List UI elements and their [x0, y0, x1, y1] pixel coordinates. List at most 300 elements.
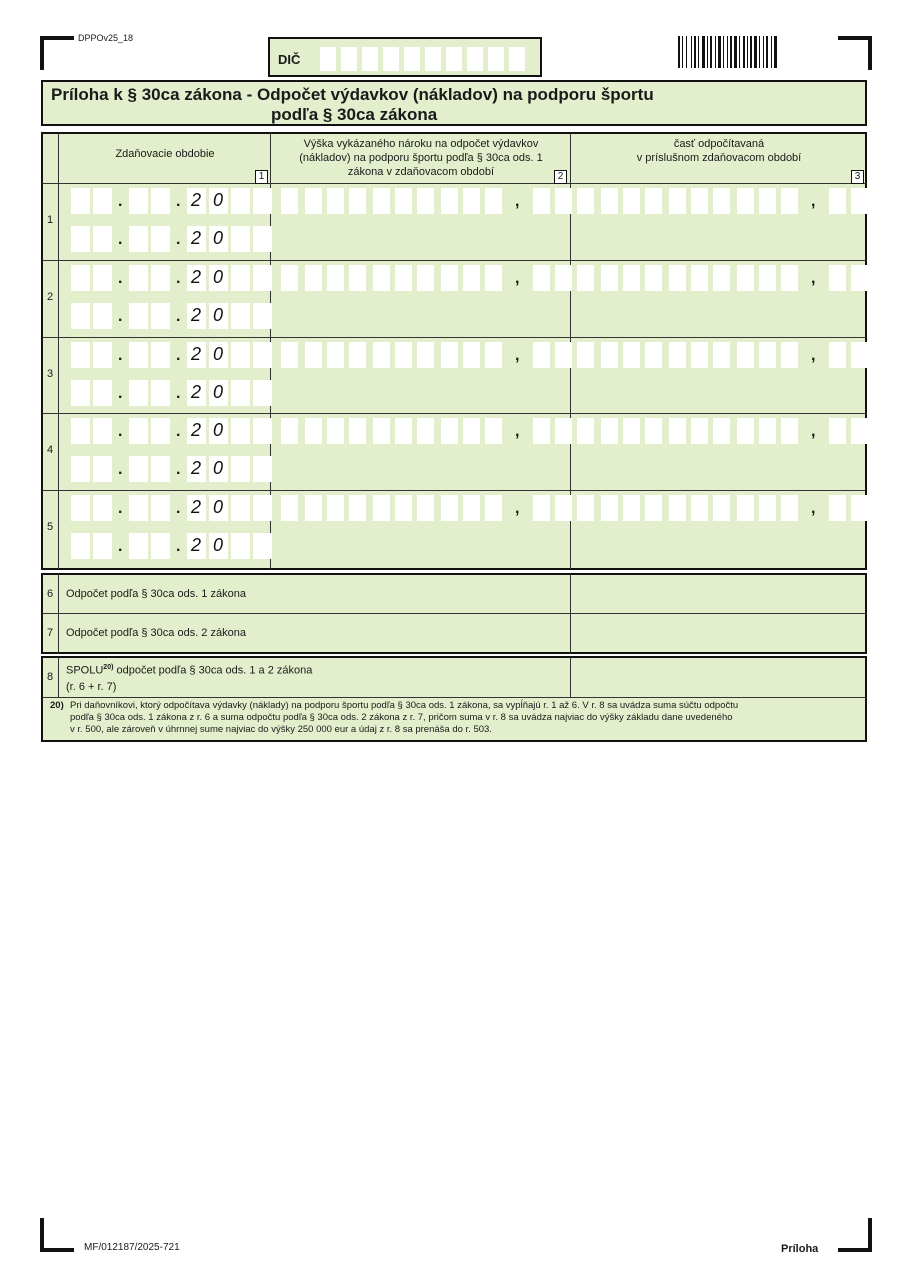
row2-claim-digit-cell[interactable]	[305, 265, 322, 291]
row1-period-from-year-cell[interactable]	[253, 188, 272, 214]
col3-number: 3	[851, 170, 864, 184]
dic-digit-cell[interactable]	[509, 47, 525, 71]
row1-period-to-year-cell[interactable]	[253, 226, 272, 252]
year-prefix-digit: 0	[212, 344, 223, 364]
year-prefix-digit: 0	[212, 535, 223, 555]
row4-claim-digit-cell[interactable]	[441, 418, 458, 444]
row1-claim-digit-cell[interactable]	[349, 188, 366, 214]
row4-deducted-decimal-comma: ,	[811, 423, 816, 440]
row5-deducted-decimal-cell[interactable]	[829, 495, 846, 521]
row3-period-to-day-cell[interactable]	[93, 380, 112, 406]
row2-deducted-digit-cell[interactable]	[737, 265, 754, 291]
row3-deducted-digit-cell[interactable]	[781, 342, 798, 368]
row4-claim-digit-cell[interactable]	[373, 418, 390, 444]
barcode-bar	[743, 36, 745, 68]
row2-deducted-digit-cell[interactable]	[577, 265, 594, 291]
row3-claim-digit-cell[interactable]	[349, 342, 366, 368]
row2-period-to-year-cell[interactable]	[253, 303, 272, 329]
row4-claim-digit-cell[interactable]	[305, 418, 322, 444]
row2-claim-digit-cell[interactable]	[327, 265, 344, 291]
row1-deducted-digit-cell[interactable]	[759, 188, 776, 214]
year-prefix-digit: 2	[190, 458, 201, 478]
row2-deducted-decimal-cell[interactable]	[851, 265, 868, 291]
barcode-bar	[734, 36, 737, 68]
row4-period-from-date-dot: .	[176, 423, 181, 440]
row4-deducted-digit-cell[interactable]	[645, 418, 662, 444]
row4-deducted-digit-cell[interactable]	[713, 418, 730, 444]
row2-claim-decimal-cell[interactable]	[555, 265, 572, 291]
col3-header-line2: v príslušnom zdaňovacom období	[636, 152, 802, 164]
row1-period-from-year-cell	[187, 188, 206, 214]
row5-claim-digit-cell[interactable]	[463, 495, 480, 521]
row4-deducted-digit-cell[interactable]	[623, 418, 640, 444]
row5-period-from-date-dot: .	[176, 500, 181, 517]
row3-deducted-digit-cell[interactable]	[645, 342, 662, 368]
row3-deducted-decimal-cell[interactable]	[829, 342, 846, 368]
row4-deducted-decimal-cell[interactable]	[829, 418, 846, 444]
row5-deducted-digit-cell[interactable]	[781, 495, 798, 521]
row8-label-line2: (r. 6 + r. 7)	[66, 681, 117, 693]
row8-label: SPOLU$^{20)}$ odpočet podľa § 30ca ods. 1 a 2 zákona	[66, 664, 313, 677]
row5-period-from-date-dot: .	[118, 500, 123, 517]
row1-claim-digit-cell[interactable]	[463, 188, 480, 214]
row5-claim-digit-cell[interactable]	[281, 495, 298, 521]
year-prefix-digit: 2	[190, 305, 201, 325]
barcode-bar	[678, 36, 680, 68]
barcode-bar	[763, 36, 764, 68]
row3-claim-digit-cell[interactable]	[281, 342, 298, 368]
row5-claim-digit-cell[interactable]	[327, 495, 344, 521]
row1-period-from-date-dot: .	[176, 193, 181, 210]
row3-period-from-day-cell[interactable]	[93, 342, 112, 368]
row4-deducted-digit-cell[interactable]	[691, 418, 708, 444]
row1-deducted-digit-cell[interactable]	[737, 188, 754, 214]
row5-deducted-digit-cell[interactable]	[669, 495, 686, 521]
row4-claim-digit-cell[interactable]	[327, 418, 344, 444]
year-prefix-digit: 0	[212, 190, 223, 210]
row1-claim-digit-cell[interactable]	[373, 188, 390, 214]
year-prefix-digit: 2	[190, 420, 201, 440]
year-prefix-digit: 0	[212, 420, 223, 440]
year-prefix-digit: 2	[190, 228, 201, 248]
row3-claim-decimal-cell[interactable]	[555, 342, 572, 368]
row1-claim-digit-cell[interactable]	[417, 188, 434, 214]
row2-period-to-month-cell[interactable]	[129, 303, 148, 329]
row5-period-to-date-dot: .	[176, 538, 181, 555]
row1-deducted-digit-cell[interactable]	[577, 188, 594, 214]
row1-number: 1	[46, 214, 54, 226]
form-code: DPPOv25_18	[78, 33, 134, 43]
barcode-bar	[771, 36, 772, 68]
row5-period-from-year-cell	[187, 495, 206, 521]
row4-deducted-decimal-cell[interactable]	[851, 418, 868, 444]
row5-claim-digit-cell[interactable]	[417, 495, 434, 521]
row3-claim-decimal-comma: ,	[515, 347, 520, 364]
barcode-bar	[686, 36, 687, 68]
row5-deducted-digit-cell[interactable]	[645, 495, 662, 521]
row5-deducted-decimal-cell[interactable]	[851, 495, 868, 521]
col3-header-line1: časť odpočítavaná	[673, 138, 765, 150]
row2-deducted-digit-cell[interactable]	[601, 265, 618, 291]
row4-period-from-year-cell	[209, 418, 228, 444]
page-title: Príloha k § 30ca zákona - Odpočet výdavkov (nákladov) na podporu športu	[51, 85, 654, 104]
row7-number: 7	[46, 627, 54, 639]
row5-period-to-month-cell[interactable]	[151, 533, 170, 559]
row2-period-to-month-cell[interactable]	[151, 303, 170, 329]
row5-deducted-decimal-comma: ,	[811, 500, 816, 517]
barcode	[678, 36, 812, 68]
row4-period-to-month-cell[interactable]	[129, 456, 148, 482]
row3-claim-decimal-cell[interactable]	[533, 342, 550, 368]
footer-label: Príloha	[781, 1243, 819, 1255]
row2-number: 2	[46, 291, 54, 303]
corner-mark-bottom-right	[838, 1218, 872, 1252]
row1-claim-decimal-cell[interactable]	[555, 188, 572, 214]
row4-claim-digit-cell[interactable]	[281, 418, 298, 444]
row3-period-from-date-dot: .	[118, 347, 123, 364]
year-prefix-digit: 0	[212, 228, 223, 248]
row3-claim-digit-cell[interactable]	[373, 342, 390, 368]
row5-period-from-year-cell[interactable]	[231, 495, 250, 521]
page-title-line2: podľa § 30ca zákona	[271, 105, 438, 124]
row1-claim-digit-cell[interactable]	[281, 188, 298, 214]
footer-reference: MF/012187/2025-721	[84, 1242, 180, 1253]
row2-claim-decimal-cell[interactable]	[533, 265, 550, 291]
row1-deducted-digit-cell[interactable]	[601, 188, 618, 214]
year-prefix-digit: 0	[212, 305, 223, 325]
row1-claim-decimal-comma: ,	[515, 193, 520, 210]
row3-claim-digit-cell[interactable]	[417, 342, 434, 368]
barcode-bar	[694, 36, 696, 68]
year-prefix-digit: 0	[212, 382, 223, 402]
footnote-line3: v r. 500, ale zároveň v úhrnnej sume najviac do výšky 250 000 eur a údaj z r. 8 sa prenáša do r. 503.	[70, 724, 492, 735]
year-prefix-digit: 0	[212, 267, 223, 287]
row2-period-to-day-cell[interactable]	[71, 303, 90, 329]
barcode-bar	[702, 36, 705, 68]
row4-claim-digit-cell[interactable]	[349, 418, 366, 444]
row5-period-from-month-cell[interactable]	[151, 495, 170, 521]
row1-claim-digit-cell[interactable]	[441, 188, 458, 214]
row3-period-to-year-cell[interactable]	[231, 380, 250, 406]
row5-period-to-day-cell[interactable]	[71, 533, 90, 559]
row1-deducted-decimal-comma: ,	[811, 193, 816, 210]
dic-digit-cell[interactable]	[425, 47, 441, 71]
row3-claim-digit-cell[interactable]	[485, 342, 502, 368]
row3-period-from-day-cell[interactable]	[71, 342, 90, 368]
row5-deducted-digit-cell[interactable]	[623, 495, 640, 521]
barcode-bar	[691, 36, 692, 68]
row1-claim-digit-cell[interactable]	[395, 188, 412, 214]
dic-digit-cell[interactable]	[383, 47, 399, 71]
row2-deducted-digit-cell[interactable]	[713, 265, 730, 291]
row2-deducted-digit-cell[interactable]	[781, 265, 798, 291]
row3-deducted-digit-cell[interactable]	[577, 342, 594, 368]
row1-period-from-month-cell[interactable]	[151, 188, 170, 214]
row1-deducted-decimal-cell[interactable]	[829, 188, 846, 214]
row8-footnote-ref: 20)	[103, 664, 114, 671]
dic-box	[268, 37, 542, 77]
row5-period-to-day-cell[interactable]	[93, 533, 112, 559]
row4-claim-decimal-cell[interactable]	[533, 418, 550, 444]
row3-period-from-year-cell	[187, 342, 206, 368]
row1-period-from-day-cell[interactable]	[71, 188, 90, 214]
row1-deducted-digit-cell[interactable]	[669, 188, 686, 214]
row3-deducted-digit-cell[interactable]	[737, 342, 754, 368]
row5-claim-digit-cell[interactable]	[441, 495, 458, 521]
footnote-line2: podľa § 30ca ods. 1 zákona z r. 6 a suma odpočtu podľa § 30ca ods. 2 zákona z r. 7, pričom suma v r. 8 sa uvádza najviac do výšky základu dane uvedeného	[70, 712, 733, 723]
barcode-bar	[759, 36, 760, 68]
year-prefix-digit: 2	[190, 344, 201, 364]
row5-claim-digit-cell[interactable]	[395, 495, 412, 521]
row1-deducted-digit-cell[interactable]	[623, 188, 640, 214]
row5-period-to-year-cell	[187, 533, 206, 559]
row4-claim-digit-cell[interactable]	[463, 418, 480, 444]
year-prefix-digit: 2	[190, 190, 201, 210]
barcode-bar	[750, 36, 752, 68]
row2-period-from-year-cell	[187, 265, 206, 291]
row4-claim-digit-cell[interactable]	[485, 418, 502, 444]
row2-period-to-year-cell	[187, 303, 206, 329]
row4-period-from-year-cell[interactable]	[253, 418, 272, 444]
row3-period-to-year-cell	[187, 380, 206, 406]
dic-digit-cell[interactable]	[404, 47, 420, 71]
row1-claim-decimal-cell[interactable]	[533, 188, 550, 214]
row4-claim-digit-cell[interactable]	[395, 418, 412, 444]
row1-period-to-date-dot: .	[176, 231, 181, 248]
row5-claim-digit-cell[interactable]	[373, 495, 390, 521]
row5-deducted-digit-cell[interactable]	[577, 495, 594, 521]
row4-number: 4	[46, 444, 54, 456]
row3-deducted-digit-cell[interactable]	[759, 342, 776, 368]
row3-period-to-year-cell[interactable]	[253, 380, 272, 406]
row1-period-from-date-dot: .	[118, 193, 123, 210]
row5-period-from-day-cell[interactable]	[93, 495, 112, 521]
row2-claim-digit-cell[interactable]	[281, 265, 298, 291]
barcode-bar	[754, 36, 757, 68]
row5-deducted-digit-cell[interactable]	[759, 495, 776, 521]
row3-claim-digit-cell[interactable]	[395, 342, 412, 368]
row4-period-to-day-cell[interactable]	[71, 456, 90, 482]
row1-deducted-digit-cell[interactable]	[691, 188, 708, 214]
row1-deducted-digit-cell[interactable]	[713, 188, 730, 214]
row2-period-from-date-dot: .	[176, 270, 181, 287]
row5-deducted-digit-cell[interactable]	[601, 495, 618, 521]
row5-period-to-month-cell[interactable]	[129, 533, 148, 559]
row3-claim-digit-cell[interactable]	[441, 342, 458, 368]
year-prefix-digit: 2	[190, 382, 201, 402]
row4-period-to-year-cell	[209, 456, 228, 482]
row4-deducted-digit-cell[interactable]	[601, 418, 618, 444]
row2-claim-digit-cell[interactable]	[463, 265, 480, 291]
dic-digit-cell[interactable]	[341, 47, 357, 71]
row2-period-to-day-cell[interactable]	[93, 303, 112, 329]
row4-period-to-year-cell[interactable]	[231, 456, 250, 482]
row2-deducted-digit-cell[interactable]	[759, 265, 776, 291]
row4-deducted-digit-cell[interactable]	[759, 418, 776, 444]
row3-deducted-decimal-cell[interactable]	[851, 342, 868, 368]
row3-period-to-month-cell[interactable]	[129, 380, 148, 406]
row2-period-from-year-cell	[209, 265, 228, 291]
year-prefix-digit: 2	[190, 267, 201, 287]
row2-deducted-digit-cell[interactable]	[691, 265, 708, 291]
row2-period-from-month-cell[interactable]	[129, 265, 148, 291]
row3-period-to-day-cell[interactable]	[71, 380, 90, 406]
year-prefix-digit: 0	[212, 458, 223, 478]
row2-claim-digit-cell[interactable]	[373, 265, 390, 291]
row2-deducted-decimal-cell[interactable]	[829, 265, 846, 291]
barcode-bar	[766, 36, 768, 68]
footnote-mark: 20)	[50, 700, 64, 711]
row2-period-from-day-cell[interactable]	[93, 265, 112, 291]
row2-claim-digit-cell[interactable]	[417, 265, 434, 291]
row3-period-to-date-dot: .	[176, 385, 181, 402]
corner-mark-bottom-left	[40, 1218, 74, 1252]
row1-claim-digit-cell[interactable]	[305, 188, 322, 214]
row1-deducted-decimal-cell[interactable]	[851, 188, 868, 214]
dic-label: DIČ	[278, 52, 301, 67]
row2-deducted-digit-cell[interactable]	[645, 265, 662, 291]
row1-deducted-digit-cell[interactable]	[645, 188, 662, 214]
row1-claim-digit-cell[interactable]	[327, 188, 344, 214]
year-prefix-digit: 2	[190, 497, 201, 517]
row1-period-to-month-cell[interactable]	[151, 226, 170, 252]
row3-deducted-digit-cell[interactable]	[713, 342, 730, 368]
row3-deducted-digit-cell[interactable]	[691, 342, 708, 368]
row8-number: 8	[46, 671, 54, 683]
row2-period-to-date-dot: .	[176, 308, 181, 325]
barcode-bar	[715, 36, 716, 68]
row4-period-to-date-dot: .	[118, 461, 123, 478]
row1-period-to-year-cell	[187, 226, 206, 252]
row2-period-from-year-cell[interactable]	[231, 265, 250, 291]
barcode-bar	[698, 36, 699, 68]
row4-claim-digit-cell[interactable]	[417, 418, 434, 444]
row4-claim-decimal-comma: ,	[515, 423, 520, 440]
row2-deducted-decimal-comma: ,	[811, 270, 816, 287]
row3-deducted-digit-cell[interactable]	[623, 342, 640, 368]
corner-mark-top-right	[838, 36, 872, 70]
row4-period-from-date-dot: .	[118, 423, 123, 440]
row3-deducted-digit-cell[interactable]	[601, 342, 618, 368]
row3-period-from-year-cell[interactable]	[231, 342, 250, 368]
row3-claim-digit-cell[interactable]	[305, 342, 322, 368]
row1-period-from-day-cell[interactable]	[93, 188, 112, 214]
row2-deducted-digit-cell[interactable]	[669, 265, 686, 291]
col1-header: Zdaňovacie obdobie	[115, 148, 215, 160]
row1-deducted-digit-cell[interactable]	[781, 188, 798, 214]
barcode-bar	[730, 36, 732, 68]
row4-period-from-day-cell[interactable]	[93, 418, 112, 444]
barcode-bar	[707, 36, 708, 68]
row2-deducted-digit-cell[interactable]	[623, 265, 640, 291]
row4-period-from-day-cell[interactable]	[71, 418, 90, 444]
row4-period-to-date-dot: .	[176, 461, 181, 478]
row4-period-to-day-cell[interactable]	[93, 456, 112, 482]
year-prefix-digit: 0	[212, 497, 223, 517]
row2-period-to-year-cell[interactable]	[231, 303, 250, 329]
dic-digit-cell[interactable]	[467, 47, 483, 71]
dic-digit-cell[interactable]	[362, 47, 378, 71]
row4-period-to-month-cell[interactable]	[151, 456, 170, 482]
row1-claim-digit-cell[interactable]	[485, 188, 502, 214]
row4-period-from-month-cell[interactable]	[129, 418, 148, 444]
row3-period-from-year-cell	[209, 342, 228, 368]
col2-header-line1: Výška vykázaného nároku na odpočet výdavkov	[303, 138, 539, 150]
row2-period-from-month-cell[interactable]	[151, 265, 170, 291]
row5-period-from-year-cell[interactable]	[253, 495, 272, 521]
col2-number: 2	[554, 170, 567, 184]
row3-deducted-decimal-comma: ,	[811, 347, 816, 364]
row5-claim-digit-cell[interactable]	[349, 495, 366, 521]
row4-claim-decimal-cell[interactable]	[555, 418, 572, 444]
row3-deducted-digit-cell[interactable]	[669, 342, 686, 368]
dic-digit-cell[interactable]	[488, 47, 504, 71]
row2-period-to-year-cell	[209, 303, 228, 329]
row3-period-from-month-cell[interactable]	[129, 342, 148, 368]
row5-deducted-digit-cell[interactable]	[691, 495, 708, 521]
row1-period-to-day-cell[interactable]	[71, 226, 90, 252]
row4-period-to-year-cell[interactable]	[253, 456, 272, 482]
row3-period-to-year-cell	[209, 380, 228, 406]
row3-claim-digit-cell[interactable]	[463, 342, 480, 368]
dic-digit-cell[interactable]	[320, 47, 336, 71]
row1-period-to-date-dot: .	[118, 231, 123, 248]
row1-period-from-year-cell	[209, 188, 228, 214]
barcode-bar	[774, 36, 777, 68]
row2-claim-digit-cell[interactable]	[441, 265, 458, 291]
barcode-bar	[710, 36, 712, 68]
row2-claim-digit-cell[interactable]	[395, 265, 412, 291]
row5-period-to-year-cell[interactable]	[231, 533, 250, 559]
row4-period-from-year-cell[interactable]	[231, 418, 250, 444]
row5-claim-decimal-cell[interactable]	[533, 495, 550, 521]
row1-period-to-year-cell[interactable]	[231, 226, 250, 252]
row5-period-to-year-cell[interactable]	[253, 533, 272, 559]
row4-deducted-digit-cell[interactable]	[781, 418, 798, 444]
row3-period-from-year-cell[interactable]	[253, 342, 272, 368]
row4-deducted-digit-cell[interactable]	[669, 418, 686, 444]
row1-period-from-year-cell[interactable]	[231, 188, 250, 214]
row5-claim-decimal-cell[interactable]	[555, 495, 572, 521]
dic-digit-cell[interactable]	[446, 47, 462, 71]
row2-period-from-year-cell[interactable]	[253, 265, 272, 291]
row2-period-from-date-dot: .	[118, 270, 123, 287]
year-prefix-digit: 2	[190, 535, 201, 555]
corner-mark-top-left	[40, 36, 74, 70]
row5-deducted-digit-cell[interactable]	[737, 495, 754, 521]
row1-period-to-day-cell[interactable]	[93, 226, 112, 252]
row3-period-to-date-dot: .	[118, 385, 123, 402]
row3-claim-digit-cell[interactable]	[327, 342, 344, 368]
row5-claim-digit-cell[interactable]	[305, 495, 322, 521]
row4-period-from-month-cell[interactable]	[151, 418, 170, 444]
row3-period-from-month-cell[interactable]	[151, 342, 170, 368]
row5-deducted-digit-cell[interactable]	[713, 495, 730, 521]
row2-claim-digit-cell[interactable]	[485, 265, 502, 291]
row1-period-to-month-cell[interactable]	[129, 226, 148, 252]
row2-period-from-day-cell[interactable]	[71, 265, 90, 291]
row1-period-from-month-cell[interactable]	[129, 188, 148, 214]
row4-deducted-digit-cell[interactable]	[737, 418, 754, 444]
barcode-bar	[727, 36, 728, 68]
row3-period-to-month-cell[interactable]	[151, 380, 170, 406]
row5-period-to-date-dot: .	[118, 538, 123, 555]
row5-period-from-day-cell[interactable]	[71, 495, 90, 521]
row5-claim-digit-cell[interactable]	[485, 495, 502, 521]
row4-deducted-digit-cell[interactable]	[577, 418, 594, 444]
row2-claim-digit-cell[interactable]	[349, 265, 366, 291]
row5-period-from-month-cell[interactable]	[129, 495, 148, 521]
